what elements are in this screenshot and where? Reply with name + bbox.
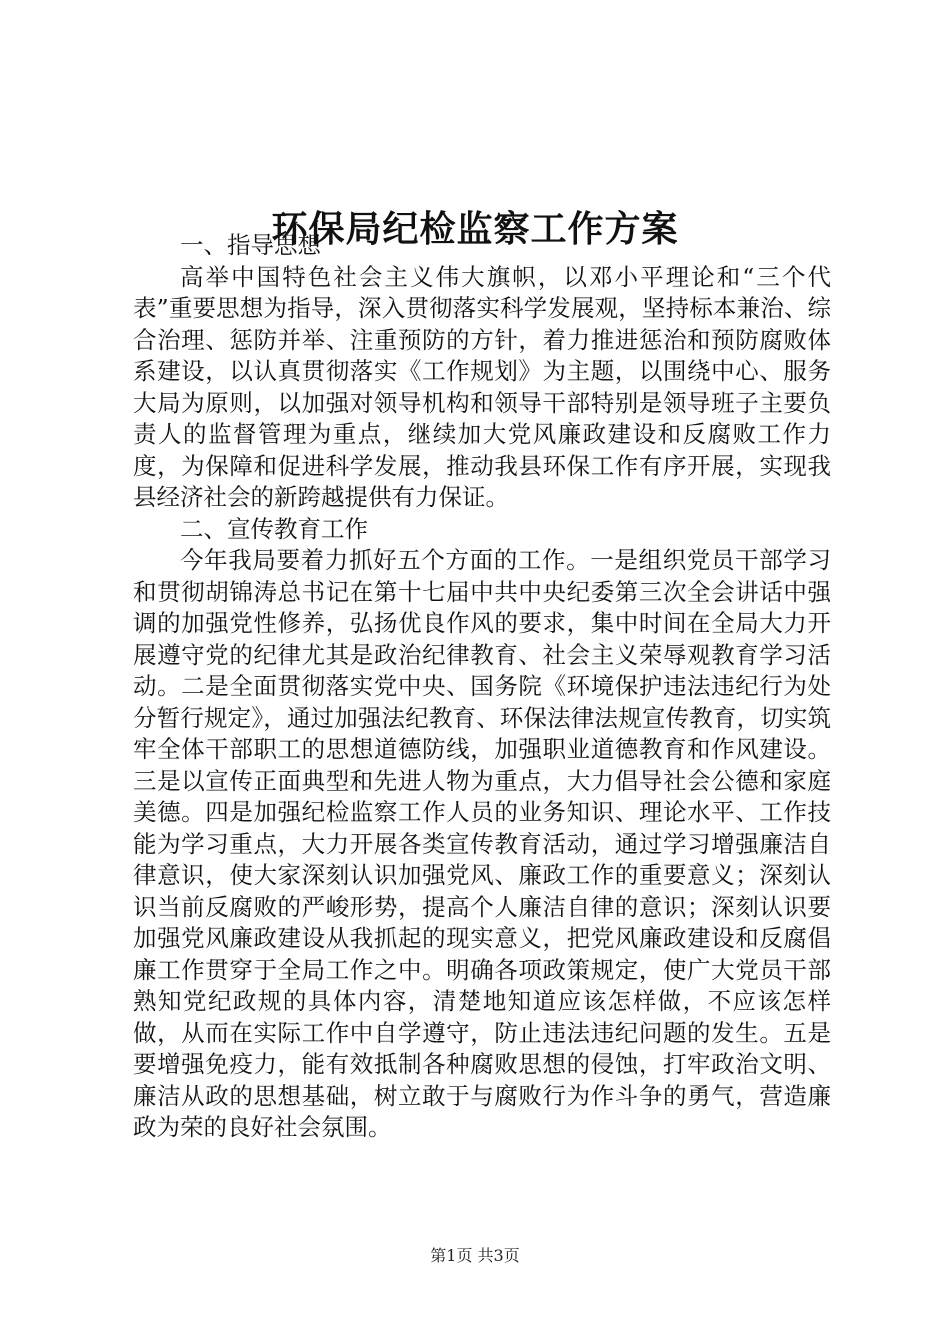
section-paragraph-guiding-thought: 高举中国特色社会主义伟大旗帜，以邓小平理论和“三个代表”重要思想为指导，深入贯彻落实科学发展观，坚持标本兼治、综合治理、惩防并举、注重预防的方针，着力推进惩治和预防腐败体系建设，以认真贯彻落实《工作规划》为主题，以围绕中心、服务大局为原则，以加强对领导机构和领导干部特别是领导班子主要负责人的监督管理为重点，继续加大党风廉政建设和反腐败工作力度，为保障和促进科学发展，推动我县环保工作有序开展，实现我县经济社会的新跨越提供有力保证。 [133,262,831,511]
section-paragraph-publicity-education: 今年我局要着力抓好五个方面的工作。一是组织党员干部学习和贯彻胡锦涛总书记在第十七届中共中央纪委第三次全会讲话中强调的加强党性修养，弘扬优良作风的要求，集中时间在全局大力开展遵守党的纪律尤其是政治纪律教育、社会主义荣辱观教育学习活动。二是全面贯彻落实党中央、国务院《环境保护违法违纪行为处分暂行规定》，通过加强法纪教育、环保法律法规宣传教育，切实筑牢全体干部职工的思想道德防线，加强职业道德教育和作风建设。三是以宣传正面典型和先进人物为重点，大力倡导社会公德和家庭美德。四是加强纪检监察工作人员的业务知识、理论水平、工作技能为学习重点，大力开展各类宣传教育活动，通过学习增强廉洁自律意识，使大家深刻认识加强党风、廉政工作的重要意义；深刻认识当前反腐败的严峻形势，提高个人廉洁自律的意识；深刻认识要加强党风廉政建设从我抓起的现实意义，把党风廉政建设和反腐倡廉工作贯穿于全局工作之中。明确各项政策规定，使广大党员干部熟知党纪政规的具体内容，清楚地知道应该怎样做，不应该怎样做，从而在实际工作中自学遵守，防止违法违纪问题的发生。五是要增强免疫力，能有效抵制各种腐败思想的侵蚀，打牢政治文明、廉洁从政的思想基础，树立敢于与腐败行为作斗争的勇气，营造廉政为荣的良好社会氛围。 [133,546,831,1141]
section-heading-publicity-education: 二、宣传教育工作 [180,514,368,543]
page-footer: 第1页 共3页 [430,1246,520,1265]
document-title: 环保局纪检监察工作方案 [271,208,679,251]
document-body [133,230,831,1144]
section-heading-guiding-thought: 一、指导思想 [180,231,321,259]
